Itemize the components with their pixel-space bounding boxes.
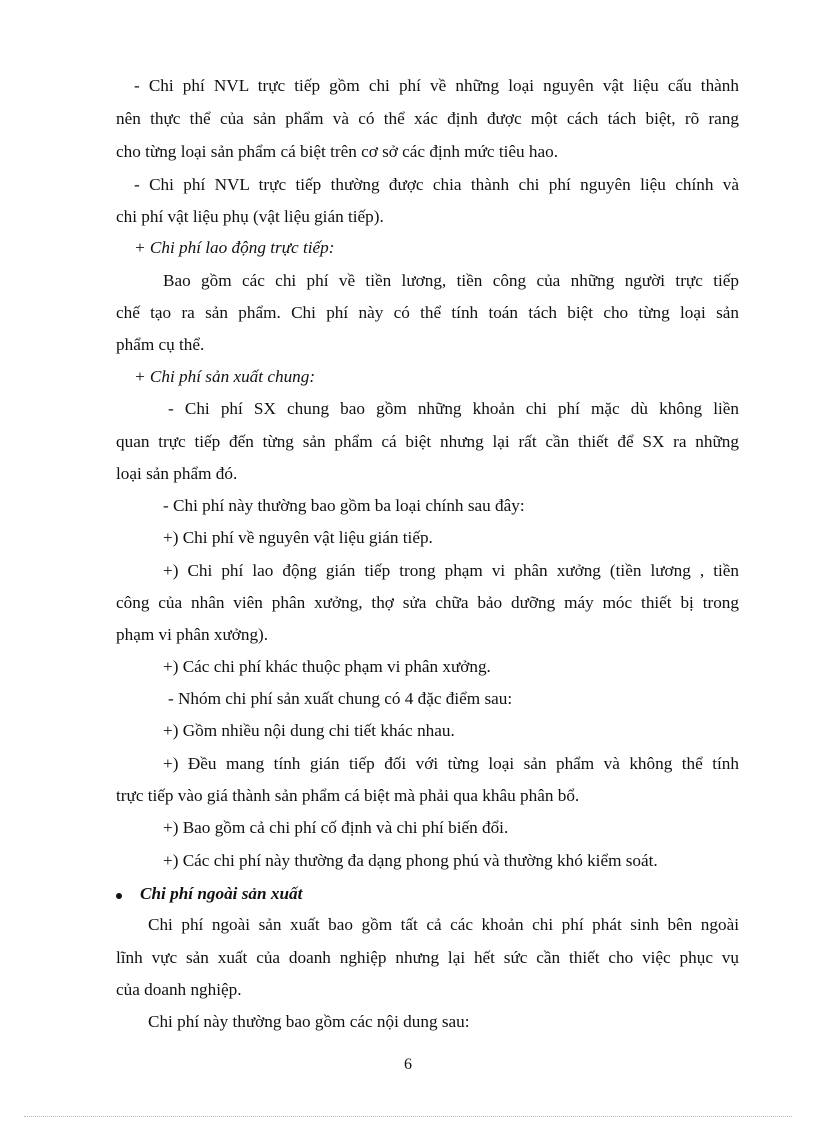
text-line: quan trực tiếp đến từng sản phẩm cá biệt nhưng lại rất cần thiết để SX ra những [116, 432, 739, 451]
text-line: +) Chi phí về nguyên vật liệu gián tiếp. [163, 528, 433, 547]
bullet-icon [116, 893, 122, 899]
subheading-direct-labor: + Chi phí lao động trực tiếp: [134, 238, 335, 257]
text-line: +) Đều mang tính gián tiếp đối với từng loại sản phẩm và không thể tính [163, 754, 739, 773]
text-line: nên thực thể của sản phẩm và có thể xác định được một cách tách biệt, rõ rang [116, 109, 739, 128]
text-line: cho từng loại sản phẩm cá biệt trên cơ sở các định mức tiêu hao. [116, 142, 559, 161]
text-line: +) Gồm nhiều nội dung chi tiết khác nhau. [163, 721, 455, 740]
text-line: loại sản phẩm đó. [116, 464, 238, 483]
text-line: +) Bao gồm cả chi phí cố định và chi phí biến đổi. [163, 818, 509, 837]
text-line: - Chi phí SX chung bao gồm những khoản chi phí mặc dù không liền [168, 399, 739, 418]
text-line: công của nhân viên phân xưởng, thợ sửa chữa bảo dưỡng máy móc thiết bị trong [116, 593, 739, 612]
text-line: - Nhóm chi phí sản xuất chung có 4 đặc điểm sau: [168, 689, 513, 708]
text-line: +) Các chi phí khác thuộc phạm vi phân xưởng. [163, 657, 491, 676]
page-number: 6 [404, 1056, 412, 1073]
text-line: chế tạo ra sản phẩm. Chi phí này có thể tính toán tách biệt cho từng loại sản [116, 303, 739, 322]
text-line: phẩm cụ thể. [116, 335, 205, 354]
text-line: - Chi phí NVL trực tiếp gồm chi phí về những loại nguyên vật liệu cấu thành [134, 76, 739, 95]
text-line: Chi phí ngoài sản xuất bao gồm tất cả các khoản chi phí phát sinh bên ngoài [148, 915, 739, 934]
footer-divider [24, 1116, 792, 1117]
text-line: chi phí vật liệu phụ (vật liệu gián tiếp). [116, 207, 384, 226]
text-line: +) Các chi phí này thường đa dạng phong phú và thường khó kiểm soát. [163, 851, 658, 870]
text-line: - Chi phí này thường bao gồm ba loại chính sau đây: [163, 496, 525, 515]
text-line: phạm vi phân xưởng). [116, 625, 269, 644]
text-line: trực tiếp vào giá thành sản phẩm cá biệt mà phải qua khâu phân bổ. [116, 786, 580, 805]
text-line: +) Chi phí lao động gián tiếp trong phạm vi phân xưởng (tiền lương , tiền [163, 561, 739, 580]
text-line: của doanh nghiệp. [116, 980, 242, 999]
text-line: Bao gồm các chi phí về tiền lương, tiền công của những người trực tiếp [163, 271, 739, 290]
section-heading: Chi phí ngoài sản xuất [140, 884, 303, 903]
subheading-overhead: + Chi phí sản xuất chung: [134, 367, 316, 386]
text-line: Chi phí này thường bao gồm các nội dung sau: [148, 1012, 470, 1031]
text-line: lĩnh vực sản xuất của doanh nghiệp nhưng lại hết sức cần thiết cho việc phục vụ [116, 948, 739, 967]
text-line: - Chi phí NVL trực tiếp thường được chia thành chi phí nguyên liệu chính và [134, 175, 739, 194]
